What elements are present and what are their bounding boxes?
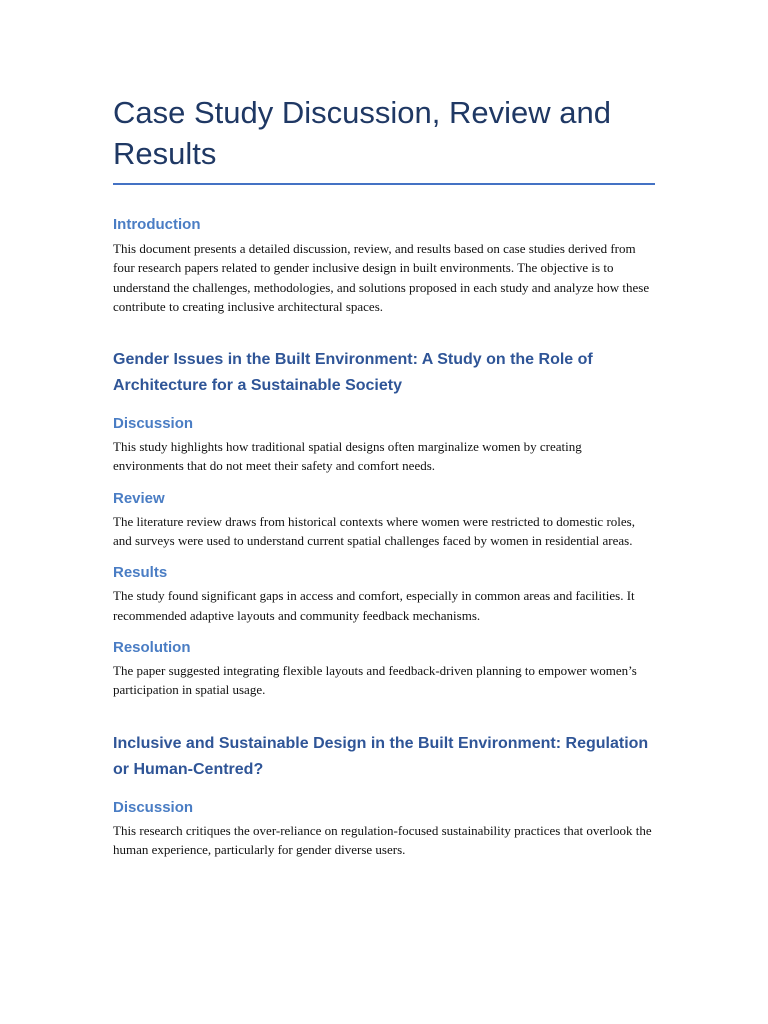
subsection-text-resolution: The paper suggested integrating flexible layouts and feedback-driven planning to empower women’s participation in spatial usage. xyxy=(113,662,637,698)
subsection-heading-discussion-2: Discussion xyxy=(113,798,194,816)
title-divider xyxy=(113,183,655,185)
introduction-heading: Introduction xyxy=(113,216,201,233)
subsection-text-discussion: This study highlights how traditional spatial designs often marginalize women by creating environments that do not meet their safety and comfort needs. xyxy=(113,439,582,474)
subsection-text-results: The study found significant gaps in access and comfort, especially in common areas and facilities. It recommended adaptive layouts and community feedback mechanisms. xyxy=(113,588,635,623)
document-title: Case Study Discussion, Review and Results xyxy=(113,95,611,171)
introduction-text: This document presents a detailed discussion, review, and results based on case studies derived from four research papers related to gender inclusive design in built environments. The objective is to understand the challenges, methodologies, and solutions proposed in each study and analyze how these contribute to creating inclusive architectural spaces. xyxy=(113,241,650,314)
subsection-heading-discussion: Discussion xyxy=(113,415,194,433)
section-heading-gender-issues: Gender Issues in the Built Environment: A Study on the Role of Architecture for a Sustainable Society xyxy=(113,351,593,395)
document-page xyxy=(113,92,655,859)
subsection-text-discussion-2: This research critiques the over-reliance on regulation-focused sustainability practices that overlook the human experience, particularly for gender diverse users. xyxy=(113,822,652,857)
section-heading-inclusive-design: Inclusive and Sustainable Design in the Built Environment: Regulation or Human-Centred? xyxy=(113,734,649,778)
subsection-heading-results: Results xyxy=(113,564,168,582)
subsection-text-review: The literature review draws from historical contexts where women were restricted to domestic roles, and surveys were used to understand current spatial challenges faced by women in residential areas. xyxy=(113,513,635,549)
subsection-heading-resolution: Resolution xyxy=(113,638,191,656)
subsection-heading-review: Review xyxy=(113,489,165,507)
